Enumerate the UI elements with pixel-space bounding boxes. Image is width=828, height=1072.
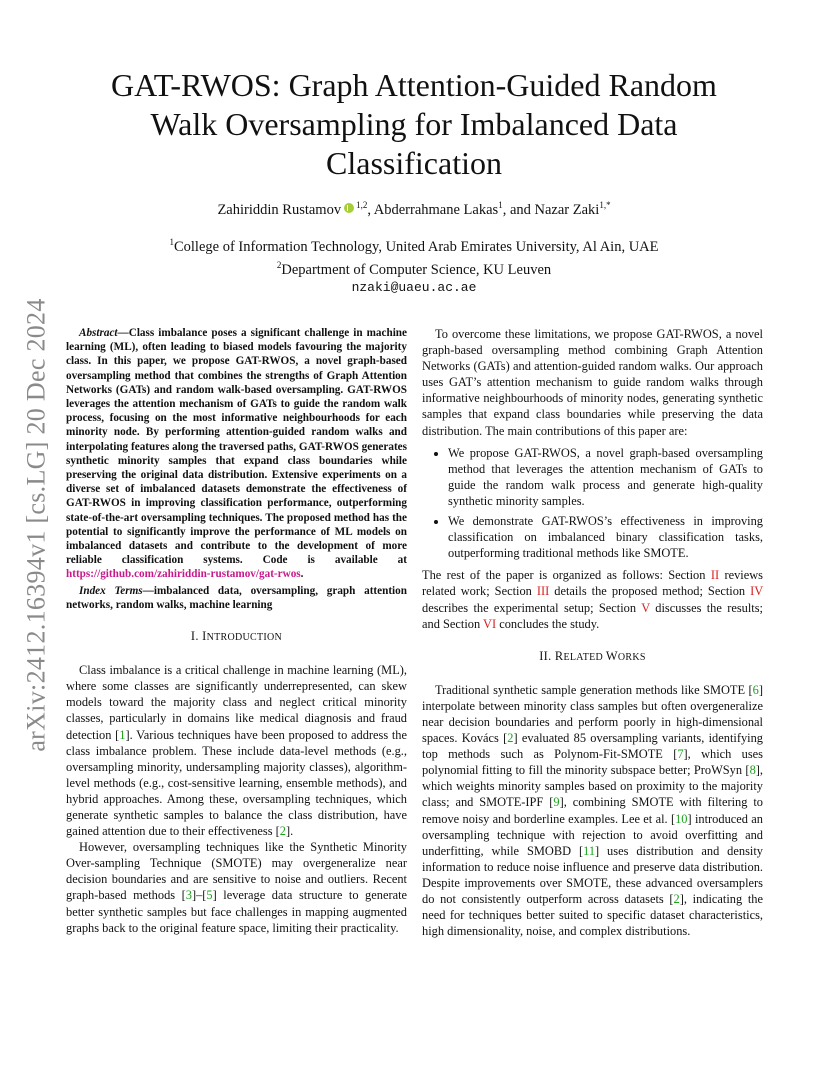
intro-paragraph: However, oversampling techniques like the Synthetic Minority Over-sampling Technique (SMOTE) may overgeneralize near decision boundaries and are sensitive to noise and outliers. Recent graph-based methods [3]–[5] leverage data structure to generate better synthetic samples but face challenges in mapping augmented graphs back to the original feature space, limiting their practicality.	[66, 840, 408, 935]
affiliations	[80, 233, 748, 297]
index-terms-text: —imbalanced data, oversampling, graph attention networks, random walks, machine learning	[66, 584, 407, 611]
affiliation-2: $^2$Department of Computer Science, KU Leuven	[276, 259, 552, 278]
section-link[interactable]: V	[641, 600, 650, 615]
related-works-paragraph: Traditional synthetic sample generation methods like SMOTE [6] interpolate between minority class samples but often overgeneralize near decision boundaries and perform poorly in high-dimensional spaces. Kovács [2] evaluated 85 oversampling variants, identifying top methods such as Polynom-Fit-SMOTE [7], which uses polynomial fitting to fill the minority subspace better; ProWSyn [8], which weights minority samples based on proximity to the majority class; and SMOTE-IPF [9], combining SMOTE with filtering to remove noisy and borderline examples. Lee et al. [10] introduced an oversampling technique with rejection to avoid overfitting and underfitting, while SMOBD [11] uses distribution and density information to reduce noise influence and preserve data distribution. Despite improvements over SMOTE, these advanced oversamplers do not consistently outperform across datasets [2], indicating the need for techniques better suited to specific dataset characteristics, high dimensionality, noise, and complex distributions.	[422, 682, 763, 939]
section-link[interactable]: II	[710, 568, 720, 583]
citation-link[interactable]: 2	[673, 892, 680, 906]
overview-paragraph: To overcome these limitations, we propose GAT-RWOS, a novel graph-based oversampling method combining Graph Attention Networks (GATs) and attention-guided random walks. Our approach uses GAT’s attention mechanism to guide random walks through informative neighbourhoods of minority nodes, generating synthetic samples that expand class boundaries while preserving the data distribution. The main contributions of this paper are:	[422, 327, 763, 438]
section-link[interactable]: IV	[750, 584, 763, 599]
author-name: , Abderrahmane Lakas	[367, 201, 499, 218]
author-affiliation-mark: 1	[498, 200, 503, 210]
index-terms	[66, 584, 407, 612]
citation-link[interactable]: 1	[119, 727, 126, 742]
arxiv-side-stamp	[24, 285, 50, 765]
citation-link[interactable]: 3	[185, 888, 192, 903]
right-column	[422, 326, 763, 939]
author-affiliation-mark: 1,2	[356, 200, 368, 210]
section-heading-related-works: II. RELATED WORKS	[539, 648, 646, 663]
abstract: Abstract—Class imbalance poses a significant challenge in machine learning (ML), often leading to biased models favouring the majority class. In this paper, we propose GAT-RWOS, a novel graph-based oversampling method that combines the strengths of Graph Attention Networks (GATs) and random walk-based oversampling. GAT-RWOS leverages the attention mechanism of GATs to guide the random walk process, focusing on the most informative neighbourhoods for each minority node. By performing attention-guided random walks and interpolating features along the traversed paths, GAT-RWOS generates synthetic minority samples that expand class boundaries while preserving the original data distribution. Extensive experiments on a diverse set of imbalanced datasets demonstrate the effectiveness of GAT-RWOS in improving classification performance, outperforming state-of-the-art oversampling techniques. The proposed method has the potential to significantly improve the performance of ML models on imbalanced datasets and contribute to the development of more reliable classification systems. Code is available at https://github.com/zahiriddin-rustamov/gat-rwos.	[66, 327, 407, 581]
contribution-list	[422, 445, 763, 562]
intro-paragraph: Class imbalance is a critical challenge in machine learning (ML), where some classes are significantly underrepresented, can skew models toward the majority class and neglect critical minority classes, particularly in domains like medical diagnosis and fraud detection [1]. Various techniques have been proposed to address the class imbalance problem. These include data-level methods (e.g., oversampling minority, undersampling majority classes), algorithm-level methods (e.g., cost-sensitive learning, ensemble methods), and hybrid approaches. Among these, oversampling techniques, which generate synthetic samples to balance the class distribution, have gained attention due to their effectiveness [2].	[66, 663, 408, 839]
orcid-icon[interactable]	[344, 203, 354, 213]
section-link[interactable]: III	[536, 584, 550, 599]
citation-link[interactable]: 8	[749, 763, 756, 778]
section-heading-introduction: I. INTRODUCTION	[190, 629, 283, 644]
code-link[interactable]: https://github.com/zahiriddin-rustamov/gat-rwos	[66, 568, 301, 581]
citation-link[interactable]: 6	[752, 682, 759, 697]
section-link[interactable]: VI	[483, 616, 497, 631]
author-name: , and Nazar Zaki	[502, 201, 600, 218]
paper-title: GAT-RWOS: Graph Attention-Guided Random Walk Oversampling for Imbalanced Data Classification	[111, 67, 717, 181]
corresponding-email[interactable]: nzaki@uaeu.ac.ae	[351, 279, 477, 295]
citation-link[interactable]: 2	[507, 731, 514, 746]
author-name: Zahiriddin Rustamov	[217, 201, 342, 218]
citation-link[interactable]: 5	[206, 888, 213, 903]
citation-link[interactable]: 2	[279, 824, 286, 839]
citation-link[interactable]: 10	[675, 811, 688, 826]
citation-link[interactable]: 7	[677, 747, 684, 762]
citation-link[interactable]: 11	[583, 843, 596, 858]
author-affiliation-mark: 1,*	[599, 200, 611, 210]
citation-link[interactable]: 9	[553, 795, 560, 810]
list-item: • We demonstrate GAT-RWOS’s effectiveness in improving classification on imbalanced binary classification tasks, outperforming traditional methods like SMOTE.	[448, 513, 763, 561]
index-terms-heading: Index Terms	[79, 584, 143, 597]
organization-paragraph: The rest of the paper is organized as follows: Section II reviews related work; Section III details the proposed method; Section IV describes the experimental setup; Section V discusses the results; and Section VI concludes the study.	[422, 568, 764, 631]
affiliation-1: $^1$College of Information Technology, United Arab Emirates University, Al Ain, UAE	[169, 237, 659, 255]
author-line	[80, 200, 748, 219]
abstract-heading: Abstract	[79, 327, 118, 339]
abstract-text: —Class imbalance poses a significant challenge in machine learning (ML), often leading to biased models favouring the majority class. In this paper, we propose GAT-RWOS, a novel graph-based oversampling method that combines the strengths of Graph Attention Networks (GATs) and random walk-based oversampling. GAT-RWOS leverages the attention mechanism of GATs to guide the random walk process, focusing on the most informative neighbourhoods for each minority node. By performing attention-guided random walks and interpolating features along the traversed paths, GAT-RWOS generates synthetic minority samples that expand class boundaries while preserving the original data distribution. Extensive experiments on a diverse set of imbalanced datasets demonstrate the effectiveness of GAT-RWOS in improving classification performance, outperforming state-of-the-art oversampling techniques. The proposed method has the potential to significantly improve the performance of ML models on imbalanced datasets and contribute to the development of more reliable classification systems. Code is available at	[66, 327, 407, 567]
left-column	[66, 326, 407, 936]
list-item: • We propose GAT-RWOS, a novel graph-based oversampling method that leverages the attention mechanism of GATs to guide the random walk process and generate high-quality synthetic minority samples.	[448, 445, 763, 509]
arxiv-identifier: arXiv:2412.16394v1 [cs.LG] 20 Dec 2024	[22, 298, 51, 752]
